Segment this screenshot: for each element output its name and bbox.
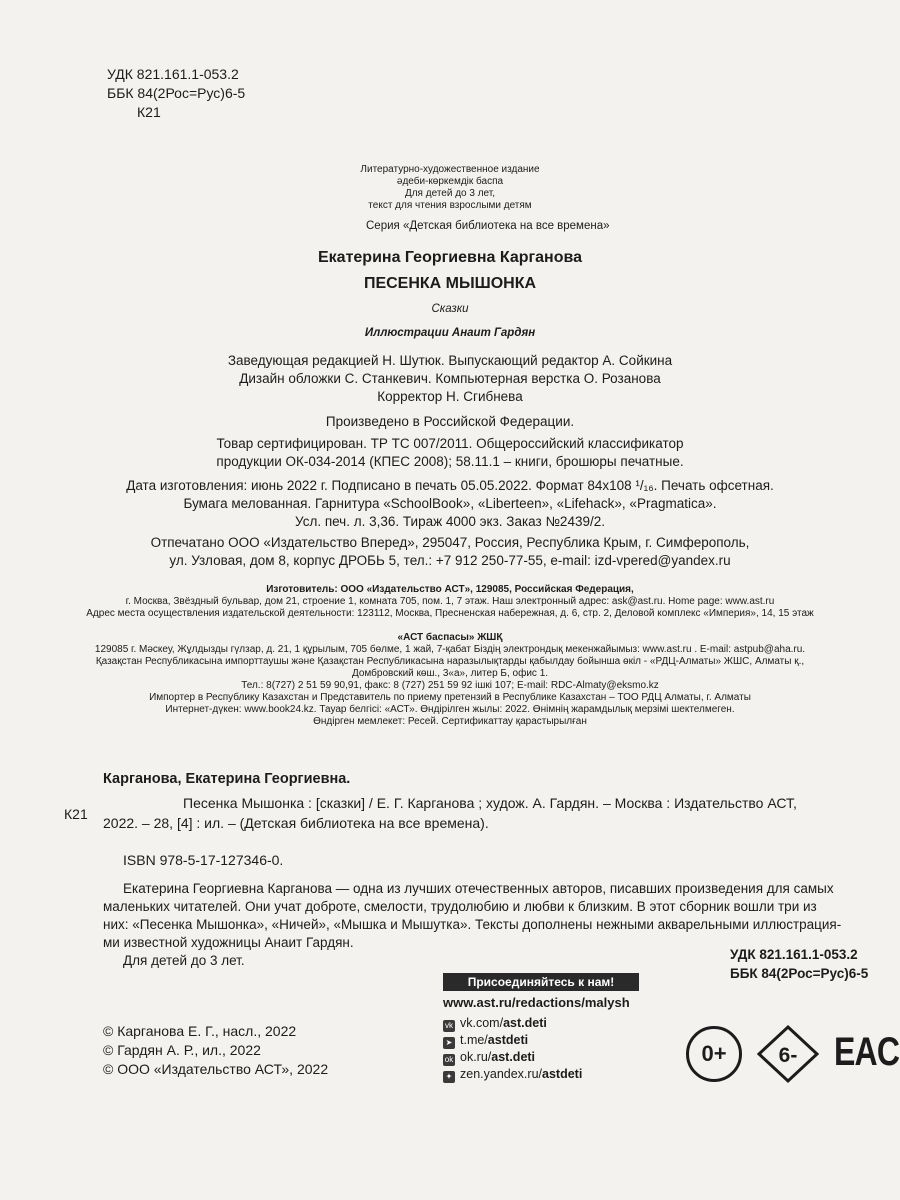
staff-credits [150, 352, 750, 406]
copyright-line: © Карганова Е. Г., насл., 2022 [103, 1023, 297, 1039]
join-url[interactable]: www.ast.ru/redactions/malysh [443, 995, 630, 1010]
social-link-vk[interactable] [443, 1016, 547, 1032]
certification-line: продукции ОК-034-2014 (КПЕС 2008); 58.11.1 – книги, брошюры печатные. [216, 454, 684, 469]
age-rating-6-text: 6- [778, 1044, 798, 1067]
social-link-handle: astdeti [487, 1033, 529, 1047]
isbn: ISBN 978-5-17-127346-0. [123, 852, 284, 868]
book-title: ПЕСЕНКА МЫШОНКА [363, 275, 537, 292]
vk-icon: vk [445, 1021, 453, 1030]
author-name: Екатерина Георгиевна Карганова [317, 249, 583, 266]
catalog-line-1: Песенка Мышонка : [сказки] / Е. Г. Карганова ; худож. А. Гардян. – Москва : Издательство АСТ, [183, 795, 797, 811]
kz-heading: «АСТ баспасы» ЖШҚ [397, 632, 503, 643]
author-sign-code: К21 [137, 104, 161, 120]
footer-udk: УДК 821.161.1-053.2 [730, 947, 858, 962]
social-link-prefix: t.me/ [460, 1033, 488, 1047]
social-link-prefix: vk.com/ [460, 1016, 504, 1030]
printed-by [100, 534, 800, 570]
staff-line: Заведующая редакцией Н. Шутюк. Выпускающий редактор А. Сойкина [227, 353, 673, 368]
illustrations-credit: Иллюстрации Анаит Гардян [364, 327, 536, 339]
annotation-line: Екатерина Георгиевна Карганова — одна из лучших отечественных авторов, писавших произведения для самых [123, 881, 834, 896]
edition-type-line: әдеби-көркемдік баспа [396, 176, 504, 187]
copyright-line: © ООО «Издательство АСТ», 2022 [103, 1061, 329, 1077]
annotation-line: маленьких читателей. Они учат доброте, смелости, трудолюбию и любви к близким. В этот сборник вошли три из [103, 899, 817, 914]
edition-type-line: Литературно-художественное издание [360, 164, 540, 175]
social-link-handle: astdeti [542, 1067, 583, 1081]
edition-type [300, 164, 600, 212]
footer-bbk: ББК 84(2Рос=Рус)6-5 [730, 966, 869, 981]
series-line: Серия «Детская библиотека на все времена» [366, 220, 610, 232]
age-rating-6-icon [756, 1024, 820, 1084]
printed-by-line: ул. Узловая, дом 8, корпус ДРОБЬ 5, тел.: +7 912 250-77-55, e-mail: izd-vpered@yandex.ru [169, 553, 731, 568]
social-link-prefix: zen.yandex.ru/ [460, 1067, 542, 1081]
manufacturer-line: г. Москва, Звёздный бульвар, дом 21, строение 1, комната 705, пом. 1, 7 этаж. Наш электронный адрес: ask@ast.ru. Home page: www.ast.ru [125, 596, 775, 607]
print-details-line: Дата изготовления: июнь 2022 г. Подписано в печать 05.05.2022. Формат 84x108 ¹/₁₆. Печать офсетная. [126, 478, 774, 493]
social-link-ok[interactable] [443, 1050, 535, 1066]
kz-line: Домбровский көш., 3«а», литер Б, офис 1. [351, 668, 549, 679]
social-link-handle: ast.deti [503, 1016, 547, 1030]
annotation-line: них: «Песенка Мышонка», «Ничей», «Мышка и Мышутка». Тексты дополнены нежными акварельными иллюстрация- [103, 917, 842, 932]
genre: Сказки [431, 303, 469, 315]
kz-line: Импортер в Республику Казахстан и Представитель по приему претензий в Республике Казахстан – ТОО РДЦ Алматы, г. Алматы [149, 692, 751, 703]
printed-by-line: Отпечатано ООО «Издательство Вперед», 295047, Россия, Республика Крым, г. Симферополь, [150, 535, 750, 550]
social-link-handle: ast.deti [491, 1050, 536, 1064]
edition-type-line: Для детей до 3 лет, [404, 188, 496, 199]
manufacturer-heading: Изготовитель: ООО «Издательство АСТ», 129085, Российская Федерация, [266, 584, 634, 595]
catalog-code: К21 [64, 806, 88, 822]
kz-line: Тел.: 8(727) 2 51 59 90,91, факс: 8 (727) 251 59 92 ішкі 107; E-mail: RDC-Almaty@eksmo.kz [241, 680, 659, 691]
kz-line: Өндірген мемлекет: Ресей. Сертификаттау қарастырылған [313, 716, 587, 727]
odnoklassniki-icon: ok [444, 1055, 454, 1064]
bbk-code: ББК 84(2Рос=Рус)6-5 [107, 85, 246, 101]
social-link-telegram[interactable] [443, 1033, 528, 1049]
kz-line: 129085 г. Мәскеу, Жұлдызды гүлзар, д. 21, 1 құрылым, 705 бөлме, 1 жай, 7-қабат Біздің электрондық мекенжайымыз: www.ast.ru . E-mail: astpub@aha.ru. [94, 644, 806, 655]
print-details-line: Бумага мелованная. Гарнитура «SchoolBook», «Liberteen», «Lifehack», «Pragmatica». [183, 496, 717, 511]
kz-line: Интернет-дүкен: www.book24.kz. Тауар белгісі: «АСТ». Өндірілген жылы: 2022. Өнімнің жарамдылық мерзімі шектелмеген. [165, 704, 735, 715]
kz-block [60, 632, 840, 728]
produced-in: Произведено в Российской Федерации. [325, 414, 575, 429]
age-rating-0-icon: 0+ [686, 1026, 742, 1082]
zen-icon: ✦ [443, 1071, 455, 1083]
join-banner: Присоединяйтесь к нам! [443, 973, 639, 991]
certification-line: Товар сертифицирован. ТР ТС 007/2011. Общероссийский классификатор [216, 436, 684, 451]
edition-type-line: текст для чтения взрослыми детям [368, 200, 532, 211]
print-details [100, 477, 800, 531]
copyright-block [103, 1022, 328, 1079]
annotation-line: Для детей до 3 лет. [123, 953, 245, 968]
staff-line: Дизайн обложки С. Станкевич. Компьютерная верстка О. Розанова [239, 371, 661, 386]
staff-line: Корректор Н. Сгибнева [377, 389, 523, 404]
manufacturer-line: Адрес места осуществления издательской деятельности: 123112, Москва, Пресненская набережная, д. 6, стр. 2, Деловой комплекс «Империя», 14, 15 этаж [86, 608, 814, 619]
telegram-icon: ➤ [443, 1037, 455, 1049]
udk-code: УДК 821.161.1-053.2 [107, 66, 239, 82]
catalog-author: Карганова, Екатерина Георгиевна. [103, 771, 351, 787]
social-link-prefix: ok.ru/ [460, 1050, 492, 1064]
certification [120, 435, 780, 471]
copyright-line: © Гардян А. Р., ил., 2022 [103, 1042, 261, 1058]
eac-mark-icon: EAC [834, 1030, 900, 1074]
kz-line: Қазақстан Республикасына импорттаушы және Қазақстан Республикасына наразылықтарды қабылдау бойынша өкіл - «РДЦ-Алматы» ЖШС, Алматы қ., [95, 656, 805, 667]
print-details-line: Усл. печ. л. 3,36. Тираж 4000 экз. Заказ №2439/2. [295, 514, 605, 529]
annotation-line: ми известной художницы Анаит Гардян. [103, 935, 354, 950]
manufacturer-block [60, 584, 840, 620]
catalog-line-2: 2022. – 28, [4] : ил. – (Детская библиотека на все времена). [103, 815, 489, 831]
social-link-zen[interactable] [443, 1067, 582, 1083]
